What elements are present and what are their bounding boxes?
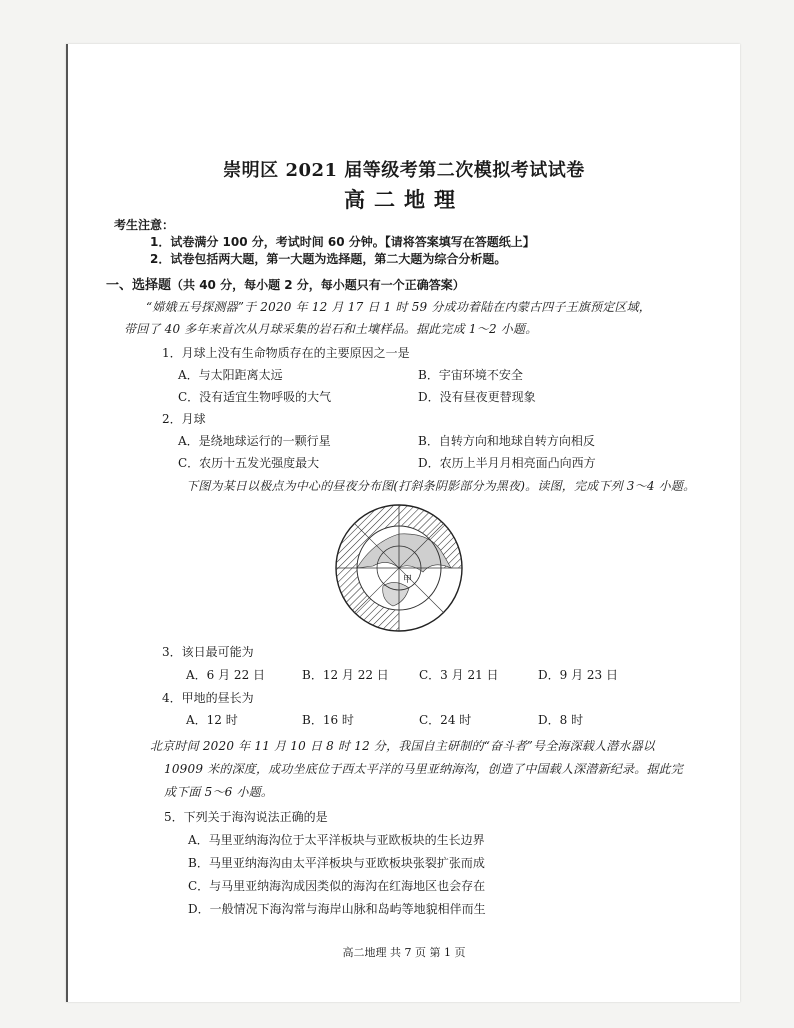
q4-option-c: C．24 时 — [419, 713, 472, 727]
passage-1-line-1: “嫦娥五号探测器”于 2020 年 12 月 17 日 1 时 59 分成功着陆在内蒙古四子王旗预定区域， — [146, 300, 651, 314]
exam-subject: 高二地理 — [344, 187, 464, 212]
q3-option-d: D．9 月 23 日 — [538, 668, 618, 682]
passage-3-line-1: 北京时间 2020 年 11 月 10 日 8 时 12 分，我国自主研制的“奋斗者”号全海深载人潜水器以 — [150, 739, 655, 753]
section-heading — [106, 274, 465, 293]
q1-stem: 1．月球上没有生命物质存在的主要原因之一是 — [162, 346, 410, 360]
section-heading-note: （共 40 分，每小题 2 分，每小题只有一个正确答案） — [171, 278, 465, 292]
q4-option-a: A．12 时 — [186, 713, 238, 727]
day-night-polar-map — [333, 502, 465, 634]
q3-option-c: C．3 月 21 日 — [419, 668, 499, 682]
q4-option-b: B．16 时 — [302, 713, 354, 727]
exam-title: 崇明区 2021 届等级考第二次模拟考试试卷 — [223, 160, 585, 181]
q5-option-b: B．马里亚纳海沟由太平洋板块与亚欧板块张裂扩张而成 — [188, 856, 485, 870]
q1-option-b: B．宇宙环境不安全 — [418, 368, 523, 382]
notice-item-1: 1．试卷满分 100 分，考试时间 60 分钟。【请将答案填写在答题纸上】 — [150, 235, 535, 249]
q1-option-a: A．与太阳距离太远 — [178, 368, 283, 382]
q3-stem: 3．该日最可能为 — [162, 645, 254, 659]
q1-option-d: D．没有昼夜更替现象 — [418, 390, 536, 404]
passage-1-line-2: 带回了 40 多年来首次从月球采集的岩石和土壤样品。据此完成 1～2 小题。 — [124, 322, 538, 336]
q3-option-b: B．12 月 22 日 — [302, 668, 389, 682]
q2-stem: 2．月球 — [162, 412, 206, 426]
q5-option-a: A．马里亚纳海沟位于太平洋板块与亚欧板块的生长边界 — [188, 833, 485, 847]
exam-page — [66, 44, 740, 1002]
q1-option-c: C．没有适宜生物呼吸的大气 — [178, 390, 332, 404]
page-footer: 高二地理 共 7 页 第 1 页 — [342, 946, 466, 959]
section-heading-main: 一、选择题 — [106, 278, 172, 293]
passage-3-line-2: 10909 米的深度，成功坐底位于西太平洋的马里亚纳海沟，创造了中国载人深潜新纪录。据此完 — [164, 762, 683, 776]
q5-option-d: D．一般情况下海沟常与海岸山脉和岛屿等地貌相伴而生 — [188, 902, 486, 916]
q2-option-a: A．是绕地球运行的一颗行星 — [178, 434, 331, 448]
q4-stem: 4．甲地的昼长为 — [162, 691, 254, 705]
q5-stem: 5．下列关于海沟说法正确的是 — [164, 810, 328, 824]
notice-item-2: 2．试卷包括两大题，第一大题为选择题，第二大题为综合分析题。 — [150, 252, 507, 266]
q2-option-c: C．农历十五发光强度最大 — [178, 456, 320, 470]
passage-2: 下图为某日以极点为中心的昼夜分布图(打斜条阴影部分为黑夜)。读图，完成下列 3～4 小题。 — [186, 479, 696, 493]
passage-3-line-3: 成下面 5～6 小题。 — [164, 785, 274, 799]
q2-option-b: B．自转方向和地球自转方向相反 — [418, 434, 595, 448]
notice-label: 考生注意： — [114, 218, 175, 232]
q4-option-d: D．8 时 — [538, 713, 584, 727]
point-jia-label: 甲 — [403, 575, 413, 585]
q5-option-c: C．与马里亚纳海沟成因类似的海沟在红海地区也会存在 — [188, 879, 486, 893]
q3-option-a: A．6 月 22 日 — [186, 668, 266, 682]
q2-option-d: D．农历上半月月相亮面凸向西方 — [418, 456, 596, 470]
